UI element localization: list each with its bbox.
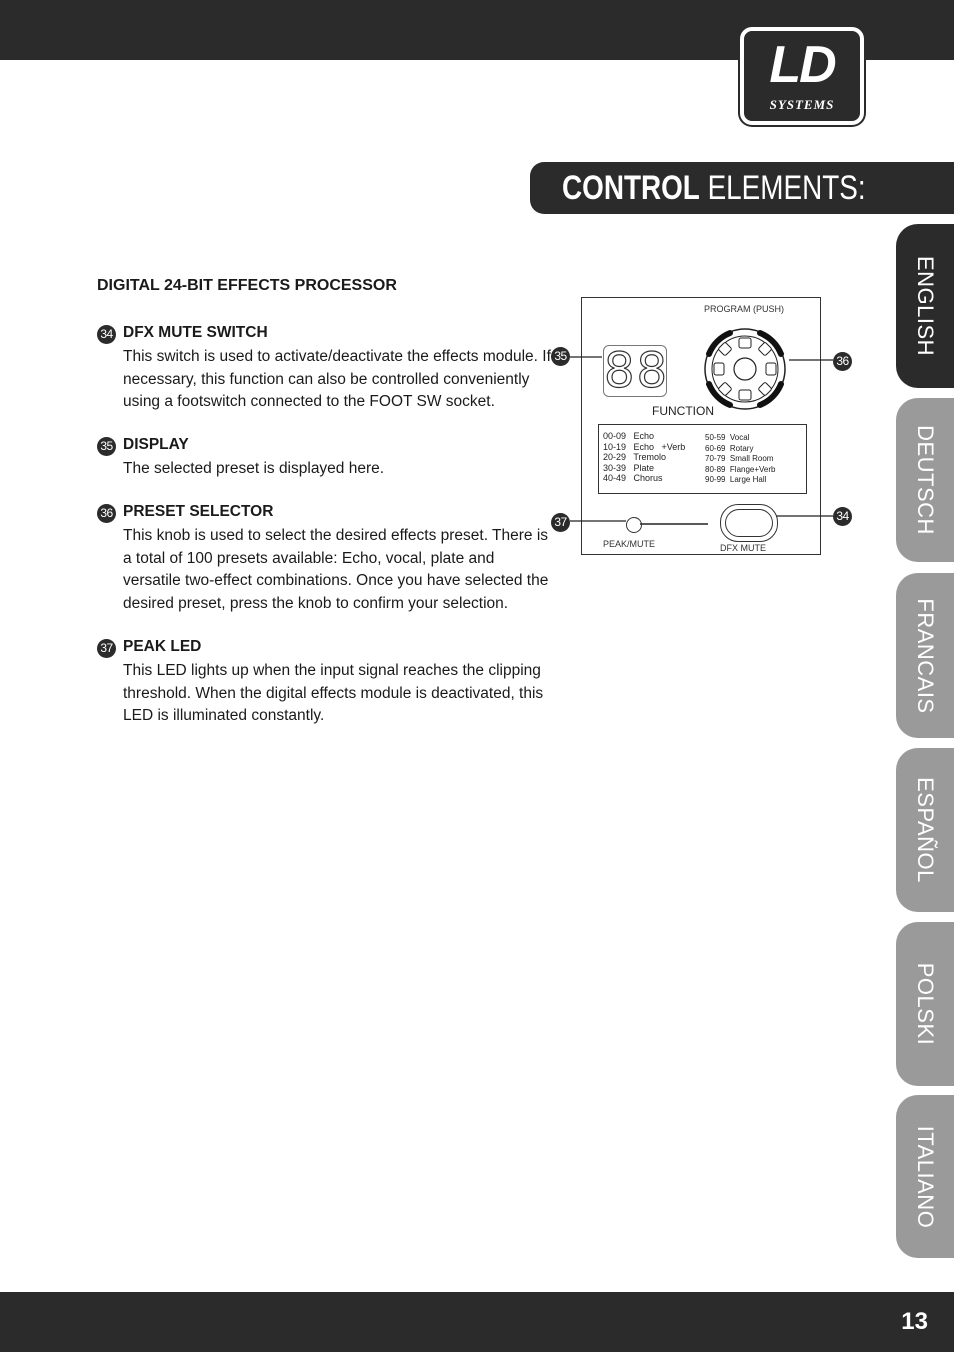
tab-polski-label: POLSKI <box>913 962 938 1046</box>
dfx-mute-label: DFX MUTE <box>720 543 766 553</box>
item-body: The selected preset is displayed here. <box>123 460 385 477</box>
program-push-label: PROGRAM (PUSH) <box>704 304 785 314</box>
peak-mute-label: PEAK/MUTE <box>603 539 656 549</box>
callout-37: 37 <box>551 513 570 532</box>
tab-deutsch-label: DEUTSCH <box>913 425 938 535</box>
tab-espanol-label: ESPAÑOL <box>913 777 938 883</box>
item-title: PEAK LED <box>123 638 202 655</box>
display-digits: 88 <box>604 343 670 399</box>
page-title-bold: CONTROL <box>562 169 700 207</box>
function-list-right: 50-59 Vocal 60-69 Rotary 70-79 Small Room 80-89 Flange+Verb 90-99 Large Hall <box>705 433 776 484</box>
logo-systems-text: SYSTEMS <box>769 97 835 112</box>
function-label: FUNCTION <box>652 404 714 418</box>
item-title: DFX MUTE SWITCH <box>123 324 268 341</box>
item-number-badge: 36 <box>97 504 116 523</box>
item-number-badge: 34 <box>97 325 116 344</box>
tab-francais-label: FRANCAIS <box>913 597 938 714</box>
section-heading: DIGITAL 24-BIT EFFECTS PROCESSOR <box>97 277 397 294</box>
item-body: This switch is used to activate/deactivate the effects module. If necessary, this function can also be controlled conveniently using a footswitch connected to the FOOT SW socket. <box>123 348 551 410</box>
bottom-bar <box>0 1292 954 1352</box>
logo-ld-text: LD <box>769 36 835 94</box>
callout-36: 36 <box>833 352 852 371</box>
callout-34: 34 <box>833 507 852 526</box>
page-number: 13 <box>901 1308 928 1335</box>
tab-english-label: ENGLISH <box>913 255 938 357</box>
item-body: This LED lights up when the input signal reaches the clipping threshold. When the digital effects module is deactivated, this LED is illuminated constantly. <box>123 662 544 724</box>
item-number-badge: 35 <box>97 437 116 456</box>
item-number-badge: 37 <box>97 639 116 658</box>
page-title-rest: ELEMENTS: <box>699 169 866 207</box>
tab-italiano-label: ITALIANO <box>913 1125 938 1228</box>
function-list-left: 00-09 Echo 10-19 Echo +Verb 20-29 Tremolo 30-39 Plate 40-49 Chorus <box>603 431 686 483</box>
item-body: This knob is used to select the desired effects preset. There is a total of 100 presets available: Echo, vocal, plate and versatile two-effect combinations. Once you have selected the desired preset, press the knob to confirm your selection. <box>123 527 549 612</box>
callout-35: 35 <box>551 347 570 366</box>
item-title: DISPLAY <box>123 436 189 453</box>
item-title: PRESET SELECTOR <box>123 503 274 520</box>
